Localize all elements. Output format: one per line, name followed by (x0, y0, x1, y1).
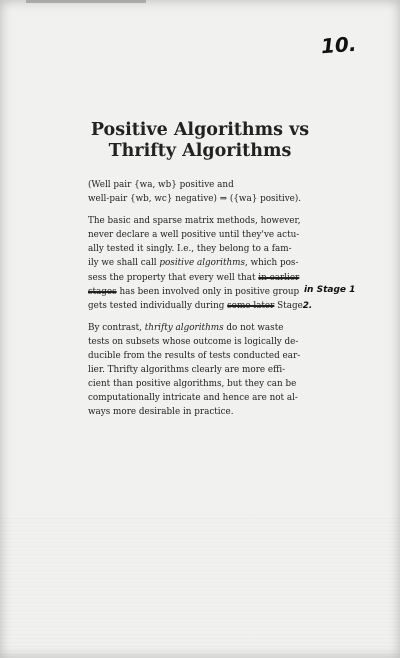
body-text (88, 178, 380, 428)
struck-text: stages (88, 286, 117, 297)
text-line: ducible from the results of tests conducted ear- (88, 351, 301, 362)
handwritten-page-number: 10. (319, 31, 357, 59)
handwritten-insertion: 2. (302, 300, 313, 311)
text-span: sess the property that every well that (88, 272, 259, 283)
struck-text: in earlier (258, 272, 300, 283)
text-span: Stage (274, 300, 303, 311)
text-line (88, 271, 380, 285)
paragraph-positive-algorithms (88, 214, 380, 313)
text-span: gets tested individually during (88, 300, 228, 311)
text-line: cient than positive algorithms, but they can be (88, 379, 297, 390)
text-line: The basic and sparse matrix methods, however, (88, 216, 301, 227)
emphasis-thrifty-algorithms: thrifty algorithms (144, 322, 224, 333)
emphasis-positive-algorithms: positive algorithms (159, 258, 246, 269)
text-line (88, 256, 380, 270)
text-line: tests on subsets whose outcome is logically de- (88, 336, 299, 347)
title-line-2: Thrifty Algorithms (108, 141, 292, 161)
text-line: ally tested it singly. I.e., they belong to a fam- (88, 244, 292, 255)
text-line (88, 285, 380, 299)
text-span: ily we shall call (88, 258, 160, 269)
text-line (88, 299, 380, 313)
text-line: well-pair {wb, wc} negative) ⇒ ({wa} positive). (88, 194, 302, 205)
text-line: ways more desirable in practice. (88, 407, 234, 418)
scan-shading (0, 518, 400, 658)
text-span: do not waste (223, 322, 284, 333)
text-line (88, 321, 380, 335)
text-line: computationally intricate and hence are not al- (88, 393, 298, 404)
struck-text: some later (227, 300, 275, 311)
text-line: (Well pair {wa, wb} positive and (88, 180, 234, 190)
page-title (80, 120, 320, 162)
paragraph-thrifty-algorithms (88, 321, 380, 420)
text-span: , which pos- (245, 258, 299, 269)
text-span: has been involved only in positive group (116, 286, 302, 297)
paragraph-definition (88, 178, 380, 206)
title-line-1: Positive Algorithms vs (90, 120, 310, 140)
scan-edge-mark (26, 0, 146, 3)
text-line: never declare a well positive until they've actu- (88, 230, 300, 241)
text-span: By contrast, (88, 322, 145, 333)
handwritten-insertion: in Stage 1 (303, 284, 356, 295)
text-line: lier. Thrifty algorithms clearly are more effi- (88, 365, 286, 376)
